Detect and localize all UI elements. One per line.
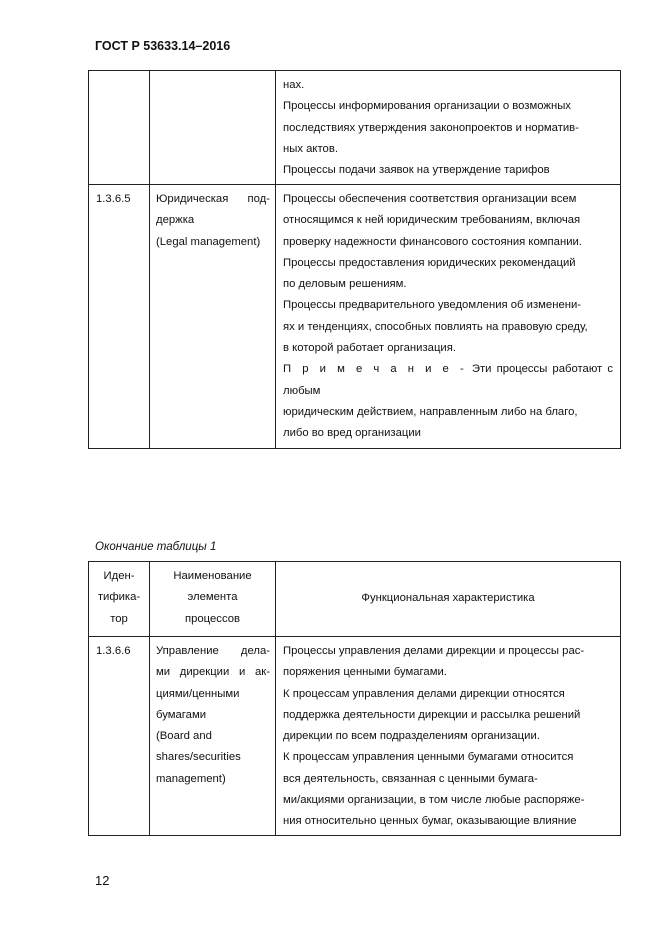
text-line: Процессы предварительного уведомления об изменени- [283,299,582,312]
header-element-name: Наименование элемента процессов [150,562,276,636]
description-cell [276,71,620,184]
table-end [88,561,621,836]
name-cell [150,185,276,448]
name-line: management) [156,772,226,785]
text-line: последствиях утверждения законопроектов и норматив- [283,121,579,134]
name-line: Управление дела- [156,645,270,657]
table-header-row [89,562,620,636]
text-line: относящимся к ней юридическим требованиям, включая [283,214,581,227]
text-line: дирекции по всем подразделениям организации. [283,730,540,743]
name-line: бумагами [156,708,207,721]
text-line: ях и тенденциях, способных повлиять на правовую среду, [283,320,588,333]
name-line: ми дирекции и ак- [156,666,270,679]
name-line: shares/securities [156,751,241,764]
document-header: ГОСТ Р 53633.14–2016 [95,39,231,53]
text-line: ми/акциями организации, в том числе любые распоряже- [283,794,585,807]
text-line: К процессам управления ценными бумагами относится [283,751,574,764]
header-identifier: Иден- тифика- тор [89,562,150,636]
text-line: юридическим действием, направленным либо на благо, [283,405,578,418]
name-cell [150,637,276,835]
text-line: вся деятельность, связанная с ценными бумага- [283,772,538,785]
id-cell [89,71,150,184]
text-line: поддержка деятельности дирекции и рассылка решений [283,708,581,721]
table-caption: Окончание таблицы 1 [95,541,217,553]
text-line: ных актов. [283,142,338,155]
page-number: 12 [95,873,110,888]
description-cell [276,637,620,835]
text-line: Процессы управления делами дирекции и процессы рас- [283,645,585,657]
name-line: (Board and [156,730,212,743]
text-line: либо во вред организации [283,427,421,440]
name-line: (Legal management) [156,235,261,248]
text-line: Процессы предоставления юридических рекомендаций [283,256,576,269]
id-cell: 1.3.6.6 [89,637,150,835]
text-line: поряжения ценными бумагами. [283,666,447,679]
text-line: Процессы информирования организации о возможных [283,100,571,113]
name-line: держка [156,214,195,227]
text-line: Процессы подачи заявок на утверждение тарифов [283,164,550,177]
text-line: К процессам управления делами дирекции относятся [283,687,565,700]
header-functional-characteristic: Функциональная характеристика [361,592,535,605]
text-line: ния относительно ценных бумаг, оказывающие влияние [283,815,577,828]
text-line: в которой работает организация. [283,342,456,355]
text-line: проверку надежности финансового состояния компании. [283,235,582,248]
table-row [89,71,620,184]
text-line: Процессы обеспечения соответствия организации всем [283,193,577,205]
note-text: Эти процессы работают с любым [283,363,613,397]
name-line: циями/ценными [156,687,240,700]
table-continuation [88,70,621,449]
name-cell [150,71,276,184]
table-row [89,636,620,835]
note-line [283,359,613,402]
text-line: нах. [283,79,305,91]
text-line: по деловым решениям. [283,278,407,291]
name-line: Юридическая под- [156,193,270,205]
id-cell: 1.3.6.5 [89,185,150,448]
note-label: П р и м е ч а н и е - [283,363,467,376]
table-row [89,184,620,448]
description-cell [276,185,620,448]
